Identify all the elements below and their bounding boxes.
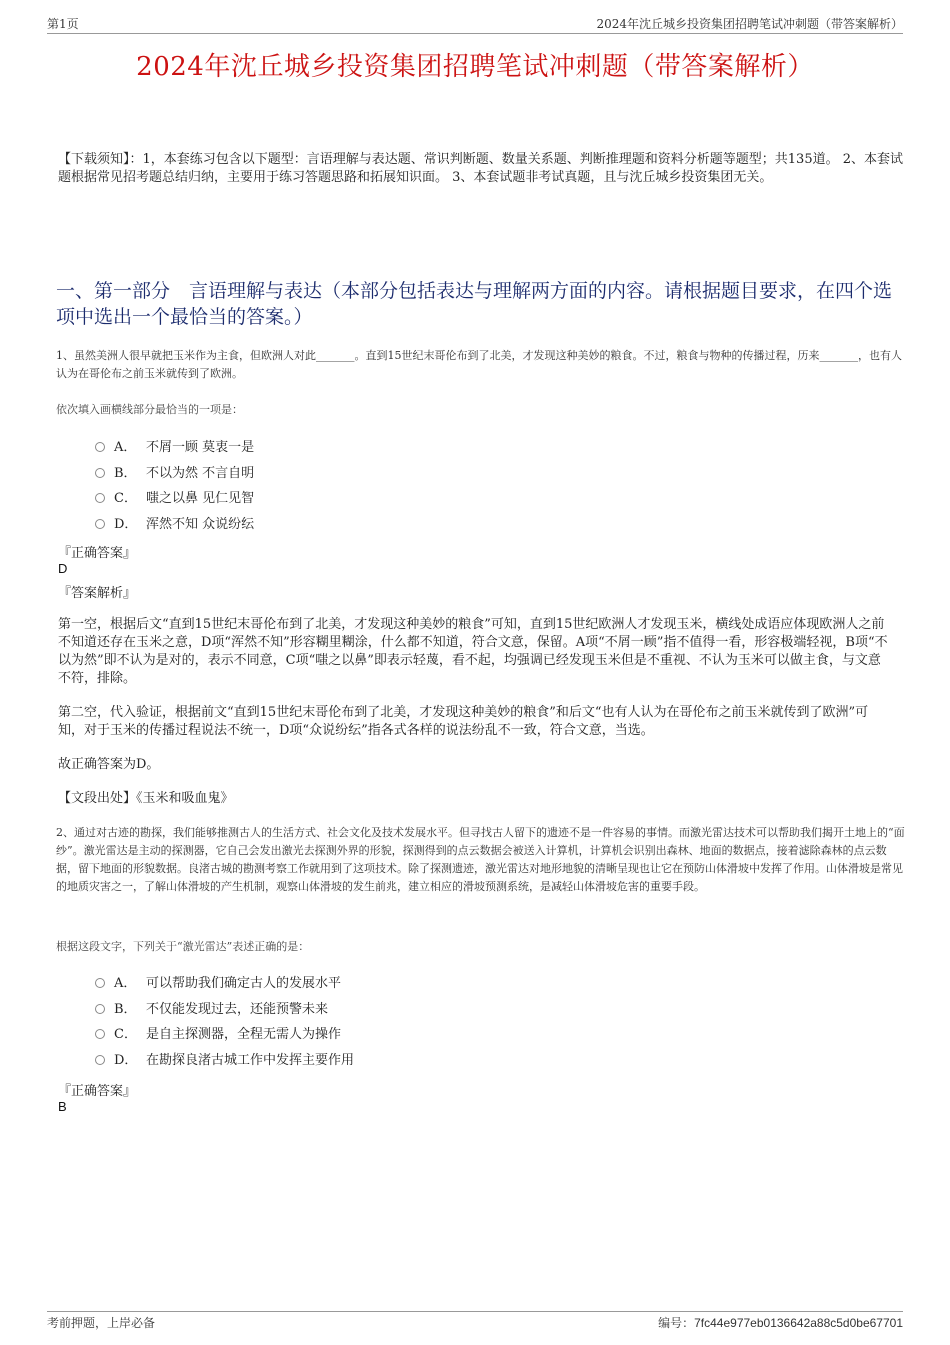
option-text: 可以帮助我们确定古人的发展水平 [146,976,342,992]
option-letter: B． [114,1001,137,1017]
question-2-answer: B [58,1099,67,1114]
radio-button-icon[interactable] [95,468,105,478]
question-1-option-d[interactable] [95,510,254,536]
question-1-analysis-paragraph-1: 第一空，根据后文“直到15世纪末哥伦布到了北美，才发现这种美妙的粮食”可知，直到15世纪欧洲人才发现玉米，横线处成语应体现欧洲人之前不知道还存在玉米之意，D项“浑然不知”形容糊里糊涂，什么都不知道，符合文意，保留。A项“不屑一顾”指不值得一看，形容极端轻视，B项“不以为然”即不认为是对的，表示不同意，C项“嗤之以鼻”即表示轻蔑，看不起，均强调已经发现玉米但是不重视、不认为玉米可以做主食，与文意不符，排除。 [58,617,888,686]
section-heading: 一、第一部分 言语理解与表达（本部分包括表达与理解两方面的内容。请根据题目要求，在四个选项中选出一个最恰当的答案。） [56,280,893,328]
question-2-text: 2、通过对古迹的勘探，我们能够推测古人的生活方式、社会文化及技术发展水平。但寻找古人留下的遗迹不是一件容易的事情。而激光雷达技术可以帮助我们揭开土地上的“面纱”。激光雷达是主动的探测器，它自己会发出激光去探测外界的形貌，探测得到的点云数据会被送入计算机，计算机会识别出森林、地面的数据点，接着滤除森林的点云数据，留下地面的形貌数据。良渚古城的勘测考察工作就用到了这项技术。除了探测遗迹，激光雷达对地形地貌的清晰呈现也让它在预防山体滑坡中发挥了作用。山体滑坡是常见的地质灾害之一，了解山体滑坡的产生机制，观察山体滑坡的发生前兆，建立相应的滑坡预测系统，是减轻山体滑坡危害的重要手段。 [56,826,905,893]
footer-divider [47,1311,903,1312]
option-letter: C． [114,491,137,507]
question-1-source: 【文段出处】《玉米和吸血鬼》 [58,791,234,806]
question-2-prompt: 根据这段文字，下列关于“激光雷达”表述正确的是： [56,940,310,953]
option-letter: A． [114,440,137,456]
question-1-prompt: 依次填入画横线部分最恰当的一项是： [56,403,243,416]
document-id-value: 7fc44e977eb0136642a88c5d0be67701 [694,1316,903,1330]
question-2-option-c[interactable] [95,1020,354,1046]
option-letter: A． [114,976,137,992]
question-1-analysis-label: 『答案解析』 [58,586,137,601]
document-id-label: 编号： [658,1316,695,1330]
page-number: 第1页 [47,17,79,31]
footer-slogan: 考前押题，上岸必备 [47,1316,156,1330]
radio-button-icon[interactable] [95,978,105,988]
radio-button-icon[interactable] [95,442,105,452]
option-text: 浑然不知 众说纷纭 [146,516,255,532]
question-1-text: 1、虽然美洲人很早就把玉米作为主食，但欧洲人对此_______。直到15世纪末哥伦布到了北美，才发现这种美妙的粮食。不过，粮食与物种的传播过程，历来_______，也有人认为在哥伦布之前玉米就传到了欧洲。 [56,349,902,380]
question-1-answer-label: 『正确答案』 [58,546,137,561]
header-divider [47,33,903,34]
radio-button-icon[interactable] [95,1004,105,1014]
question-2-option-b[interactable] [95,995,354,1021]
question-1-answer: D [58,561,68,576]
option-text: 嗤之以鼻 见仁见智 [146,491,255,507]
question-2-answer-label: 『正确答案』 [58,1084,137,1099]
question-2-option-d[interactable] [95,1046,354,1072]
question-1-analysis-paragraph-2: 第二空，代入验证，根据前文“直到15世纪末哥伦布到了北美，才发现这种美妙的粮食”和后文“也有人认为在哥伦布之前玉米就传到了欧洲”可知，对于玉米的传播过程说法不统一，D项“众说纷纭”指各式各样的说法纷乱不一致，符合文意，当选。 [58,705,869,738]
download-notice: 【下载须知】：1，本套练习包含以下题型：言语理解与表达题、常识判断题、数量关系题、判断推理题和资料分析题等题型；共135道。 2、本套试题根据常见招考题总结归纳，主要用于练习答题思路和拓展知识面。 3、本套试题非考试真题，且与沈丘城乡投资集团无关。 [58,152,903,185]
option-text: 不屑一顾 莫衷一是 [146,440,255,456]
option-text: 不以为然 不言自明 [146,465,255,481]
question-2-option-a[interactable] [95,969,354,995]
radio-button-icon[interactable] [95,519,105,529]
option-text: 在勘探良渚古城工作中发挥主要作用 [146,1052,355,1068]
question-1-option-b[interactable] [95,459,254,485]
question-1-option-a[interactable] [95,433,254,459]
option-letter: D． [114,516,138,532]
radio-button-icon[interactable] [95,493,105,503]
option-letter: B． [114,465,137,481]
radio-button-icon[interactable] [95,1055,105,1065]
option-text: 不仅能发现过去，还能预警未来 [146,1001,329,1017]
document-title: 2024年沈丘城乡投资集团招聘笔试冲刺题（带答案解析） [136,52,814,82]
running-header-title: 2024年沈丘城乡投资集团招聘笔试冲刺题（带答案解析） [596,17,903,31]
question-2-options [95,969,354,1071]
radio-button-icon[interactable] [95,1029,105,1039]
document-id [658,1314,903,1331]
question-1-option-c[interactable] [95,484,254,510]
option-letter: C． [114,1027,137,1043]
option-text: 是自主探测器，全程无需人为操作 [146,1027,342,1043]
question-1-options [95,433,254,535]
question-1-conclusion: 故正确答案为D。 [58,757,160,772]
option-letter: D． [114,1052,138,1068]
